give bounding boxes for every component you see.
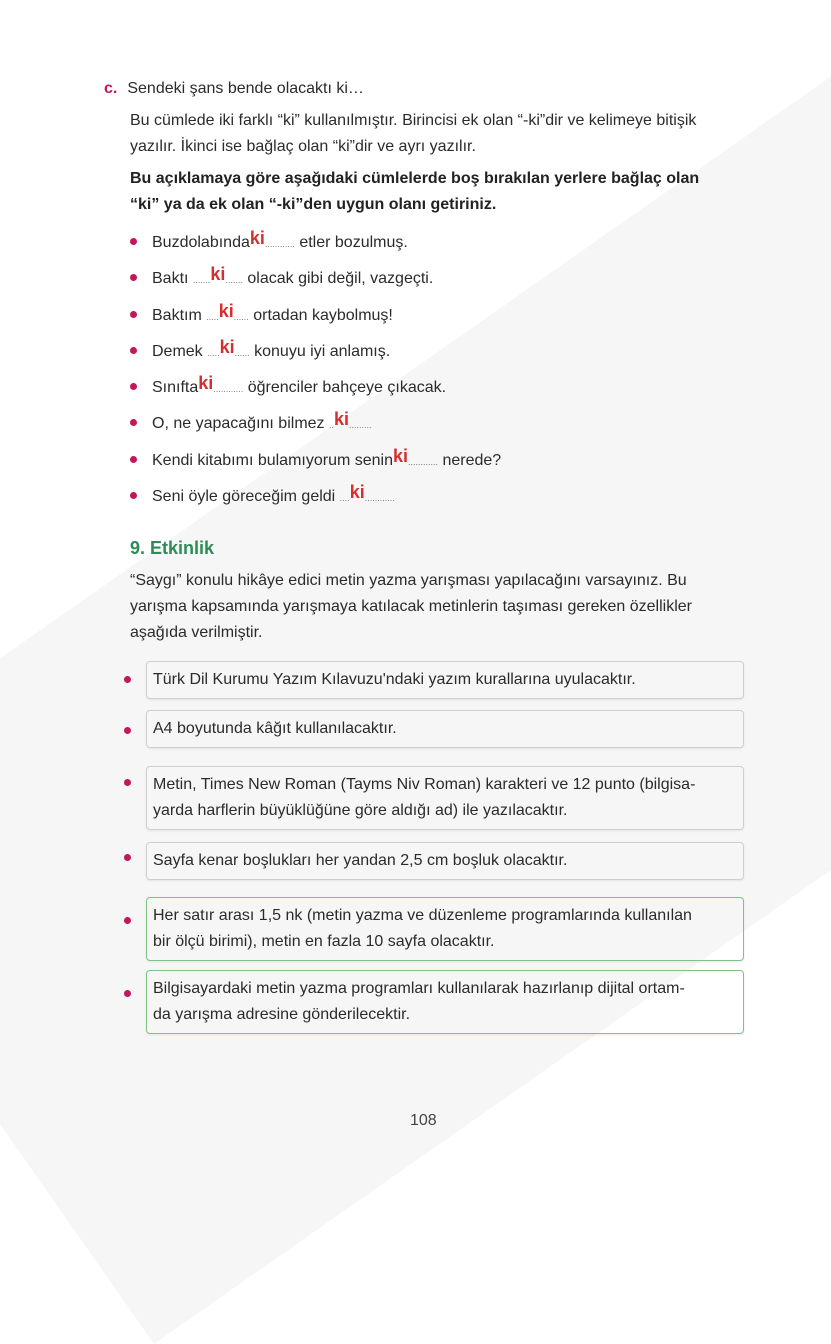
instruction-text: Bu açıklamaya göre aşağıdaki cümlelerde boş bırakılan yerlere bağlaç olan “ki” ya da ek olan “-ki”den uygun olanı getiriniz. <box>130 170 700 213</box>
exercise-list <box>130 228 501 518</box>
answer: ki <box>334 409 350 430</box>
rule-box: Metin, Times New Roman (Tayms Niv Roman) karakteri ve 12 punto (bilgisa- yarda harflerin büyüklüğüne göre aldığı ad) ile yazılacaktır. <box>146 766 744 830</box>
rule-box: A4 boyutunda kâğıt kullanılacaktır. <box>146 710 744 748</box>
bullet-dot <box>124 917 131 924</box>
answer: ki <box>198 373 214 394</box>
list-item: Kendi kitabımı bulamıyorum seninki............ nerede? <box>130 446 501 482</box>
section-letter: c. <box>104 80 118 97</box>
list-item: Baktım .....ki...... ortadan kaybolmuş! <box>130 301 501 337</box>
list-item: Sınıftaki............ öğrenciler bahçeye çıkacak. <box>130 373 501 409</box>
example-sentence: Sendeki şans bende olacaktı ki… <box>127 80 364 97</box>
rule-box: Bilgisayardaki metin yazma programları kullanılarak hazırlanıp dijital ortam- da yarışma adresine gönderilecektir. <box>146 970 744 1034</box>
list-item: Seni öyle göreceğim geldi ....ki............ <box>130 482 501 518</box>
answer: ki <box>218 300 234 321</box>
bullet-dot <box>124 727 131 734</box>
answer: ki <box>349 482 365 503</box>
list-item: O, ne yapacağını bilmez ..ki......... <box>130 409 501 445</box>
rule-box: Türk Dil Kurumu Yazım Kılavuzu'ndaki yazım kurallarına uyulacaktır. <box>146 661 744 699</box>
bullet-dot <box>124 854 131 861</box>
rule-box: Her satır arası 1,5 nk (metin yazma ve düzenleme programlarında kullanılan bir ölçü birimi), metin en fazla 10 sayfa olacaktır. <box>146 897 744 961</box>
answer: ki <box>249 228 265 248</box>
rule-box: Sayfa kenar boşlukları her yandan 2,5 cm boşluk olacaktır. <box>146 842 744 880</box>
list-item: Demek .....ki...... konuyu iyi anlamış. <box>130 337 501 373</box>
list-item: Buzdolabındaki............ etler bozulmuş. <box>130 228 501 264</box>
activity-title: 9. Etkinlik <box>130 538 215 558</box>
page-number: 108 <box>410 1112 437 1129</box>
bullet-dot <box>124 990 131 997</box>
explanation-text: Bu cümlede iki farklı “ki” kullanılmıştır. Birincisi ek olan “-ki”dir ve kelimeye bitişik yazılır. İkinci ise bağlaç olan “ki”dir ve ayrı yazılır. <box>130 112 697 155</box>
answer: ki <box>393 445 409 466</box>
bullet-dot <box>124 676 131 683</box>
activity-intro: “Saygı” konulu hikâye edici metin yazma yarışması yapılacağını varsayınız. Bu yarışma kapsamında yarışmaya katılacak metinlerin taşıması gereken özellikler aşağıda verilmiştir. <box>130 572 692 641</box>
answer: ki <box>219 336 235 357</box>
answer: ki <box>210 264 226 285</box>
bullet-dot <box>124 779 131 786</box>
list-item: Baktı .......ki....... olacak gibi değil, vazgeçti. <box>130 264 501 300</box>
section-c-header <box>104 80 364 98</box>
